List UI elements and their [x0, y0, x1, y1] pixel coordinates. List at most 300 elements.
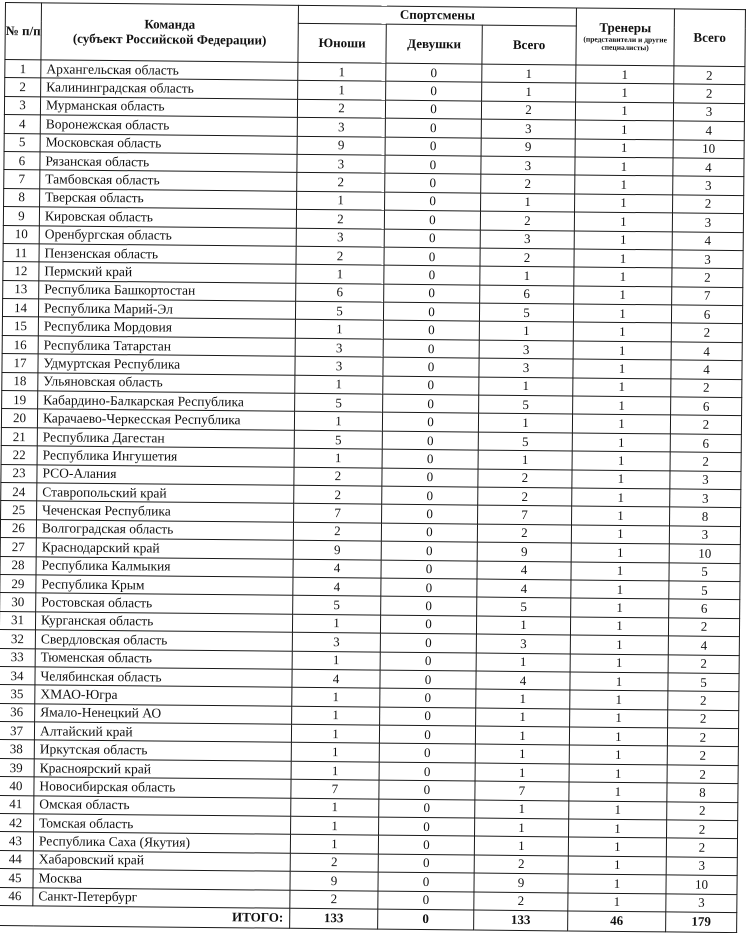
row-boys: 3 [292, 632, 380, 651]
row-num: 46 [0, 887, 33, 906]
row-num: 12 [3, 262, 39, 281]
row-boys: 2 [290, 853, 378, 872]
row-total: 2 [673, 195, 744, 214]
row-girls: 0 [379, 744, 475, 763]
row-total: 3 [670, 470, 741, 489]
row-coaches: 1 [576, 83, 674, 102]
row-athletes-total: 7 [478, 505, 572, 524]
row-total: 2 [672, 268, 743, 287]
row-coaches: 1 [568, 874, 666, 893]
row-athletes-total: 1 [480, 266, 574, 285]
row-girls: 0 [385, 100, 481, 119]
row-num: 45 [0, 869, 33, 888]
row-total: 2 [667, 746, 738, 765]
row-athletes-total: 1 [476, 653, 570, 672]
row-total: 5 [669, 562, 740, 581]
row-athletes-total: 2 [478, 487, 572, 506]
row-girls: 0 [385, 155, 481, 174]
row-total: 6 [670, 434, 741, 453]
row-coaches: 1 [570, 709, 668, 728]
totals-athletes: 133 [474, 910, 568, 931]
row-athletes-total: 1 [476, 708, 570, 727]
row-boys: 1 [291, 761, 379, 780]
row-boys: 1 [296, 265, 384, 284]
row-num: 33 [0, 648, 35, 667]
row-boys: 1 [291, 798, 379, 817]
row-num: 2 [5, 78, 41, 97]
row-boys: 3 [295, 338, 383, 357]
row-boys: 2 [297, 99, 385, 118]
row-total: 2 [671, 323, 742, 342]
row-girls: 0 [383, 357, 479, 376]
row-coaches: 1 [571, 525, 669, 544]
row-athletes-total: 1 [476, 689, 570, 708]
row-athletes-total: 1 [482, 82, 576, 101]
row-total: 2 [670, 452, 741, 471]
row-coaches: 1 [570, 617, 668, 636]
totals-coaches: 46 [568, 911, 666, 932]
row-girls: 0 [380, 670, 476, 689]
row-athletes-total: 1 [479, 377, 573, 396]
row-girls: 0 [386, 82, 482, 101]
row-team: Республика Дагестан [37, 428, 294, 449]
row-num: 31 [0, 611, 36, 630]
row-num: 24 [1, 482, 37, 501]
row-athletes-total: 3 [479, 340, 573, 359]
totals-label: ИТОГО: [0, 905, 290, 928]
row-girls: 0 [382, 413, 478, 432]
row-boys: 3 [297, 117, 385, 136]
row-total: 3 [666, 893, 737, 912]
header-total: Всего [674, 9, 746, 67]
row-total: 10 [673, 139, 744, 158]
row-boys: 1 [290, 835, 378, 854]
row-girls: 0 [381, 560, 477, 579]
row-team: Кабардино-Балкарская Республика [38, 391, 295, 412]
row-team: Удмуртская Республика [38, 354, 295, 375]
row-athletes-total: 3 [481, 156, 575, 175]
row-boys: 2 [296, 246, 384, 265]
row-coaches: 1 [573, 304, 671, 323]
row-coaches: 1 [575, 194, 673, 213]
row-coaches: 1 [574, 249, 672, 268]
row-team: Новосибирская область [34, 777, 291, 798]
row-boys: 4 [293, 577, 381, 596]
row-num: 11 [3, 243, 39, 262]
row-boys: 1 [291, 724, 379, 743]
row-num: 30 [0, 593, 36, 612]
row-num: 8 [4, 188, 40, 207]
row-boys: 1 [295, 375, 383, 394]
row-total: 4 [672, 231, 743, 250]
row-coaches: 1 [574, 212, 672, 231]
row-num: 16 [2, 335, 38, 354]
row-total: 6 [671, 397, 742, 416]
row-num: 26 [0, 519, 36, 538]
row-girls: 0 [381, 541, 477, 560]
row-num: 20 [1, 409, 37, 428]
row-boys: 5 [295, 393, 383, 412]
row-girls: 0 [382, 505, 478, 524]
row-athletes-total: 2 [474, 855, 568, 874]
row-boys: 1 [292, 651, 380, 670]
row-team: Алтайский край [34, 722, 291, 743]
row-total: 3 [672, 213, 743, 232]
row-boys: 1 [291, 743, 379, 762]
row-team: Санкт-Петербург [33, 887, 290, 908]
header-athletes: Спортсмены [298, 5, 576, 26]
row-total: 3 [666, 857, 737, 876]
row-total: 8 [667, 783, 738, 802]
row-team: Краснодарский край [36, 538, 293, 559]
row-team: Республика Калмыкия [36, 556, 293, 577]
row-girls: 0 [379, 762, 475, 781]
row-athletes-total: 5 [479, 395, 573, 414]
row-team: Томская область [34, 814, 291, 835]
row-coaches: 1 [572, 470, 670, 489]
row-coaches: 1 [572, 451, 670, 470]
row-team: РСО-Алания [37, 464, 294, 485]
row-athletes-total: 5 [479, 303, 573, 322]
row-team: Волгоградская область [36, 520, 293, 541]
row-boys: 6 [296, 283, 384, 302]
row-girls: 0 [378, 891, 474, 910]
row-team: Челябинская область [35, 667, 292, 688]
row-total: 4 [671, 360, 742, 379]
row-coaches: 1 [569, 745, 667, 764]
row-team: Красноярский край [34, 759, 291, 780]
header-coaches [576, 8, 675, 66]
row-coaches: 1 [575, 120, 673, 139]
row-girls: 0 [384, 210, 480, 229]
row-athletes-total: 3 [479, 358, 573, 377]
row-team: Чеченская Республика [37, 501, 294, 522]
row-athletes-total: 2 [481, 174, 575, 193]
row-coaches: 1 [569, 819, 667, 838]
row-team: Ульяновская область [38, 372, 295, 393]
row-num: 15 [2, 317, 38, 336]
row-girls: 0 [383, 339, 479, 358]
row-num: 5 [4, 133, 40, 152]
row-team: Воронежская область [40, 115, 297, 136]
row-num: 44 [0, 850, 33, 869]
row-boys: 2 [293, 522, 381, 541]
row-athletes-total: 1 [479, 322, 573, 341]
row-num: 9 [3, 207, 39, 226]
row-athletes-total: 1 [478, 450, 572, 469]
row-num: 7 [4, 170, 40, 189]
row-boys: 1 [292, 706, 380, 725]
row-athletes-total: 4 [476, 671, 570, 690]
row-boys: 1 [298, 62, 386, 81]
row-girls: 0 [379, 799, 475, 818]
row-athletes-total: 3 [481, 119, 575, 138]
row-girls: 0 [382, 449, 478, 468]
row-team: Республика Ингушетия [37, 446, 294, 467]
row-team: Московская область [40, 133, 297, 154]
row-total: 8 [670, 507, 741, 526]
row-athletes-total: 7 [475, 781, 569, 800]
row-girls: 0 [385, 118, 481, 137]
row-team: Хабаровский край [33, 851, 290, 872]
row-team: Калининградская область [41, 78, 298, 99]
row-num: 39 [0, 758, 34, 777]
row-num: 21 [1, 427, 37, 446]
row-num: 22 [1, 446, 37, 465]
row-team: Оренбургская область [39, 225, 296, 246]
row-team: Ямало-Ненецкий АО [35, 703, 292, 724]
row-total: 2 [667, 820, 738, 839]
row-girls: 0 [382, 468, 478, 487]
row-total: 7 [672, 287, 743, 306]
row-total: 5 [668, 673, 739, 692]
row-coaches: 1 [575, 102, 673, 121]
row-girls: 0 [383, 321, 479, 340]
row-athletes-total: 5 [478, 432, 572, 451]
row-num: 34 [0, 666, 35, 685]
row-num: 23 [1, 464, 37, 483]
row-boys: 3 [296, 228, 384, 247]
row-girls: 0 [379, 817, 475, 836]
row-coaches: 1 [573, 322, 671, 341]
row-coaches: 1 [569, 801, 667, 820]
table-header [5, 3, 746, 67]
row-coaches: 1 [572, 414, 670, 433]
row-team: Тверская область [40, 189, 297, 210]
header-coaches-sub: (представители и другие специалисты) [583, 34, 667, 53]
row-coaches: 1 [573, 359, 671, 378]
row-coaches: 1 [568, 893, 666, 912]
row-girls: 0 [381, 596, 477, 615]
row-num: 6 [4, 151, 40, 170]
row-team: Республика Татарстан [38, 336, 295, 357]
row-athletes-total: 9 [477, 542, 571, 561]
row-boys: 5 [294, 430, 382, 449]
row-num: 1 [5, 60, 41, 79]
row-team: Ростовская область [36, 593, 293, 614]
row-girls: 0 [378, 854, 474, 873]
row-athletes-total: 4 [477, 561, 571, 580]
row-athletes-total: 1 [481, 193, 575, 212]
row-coaches: 1 [573, 341, 671, 360]
row-num: 37 [0, 722, 35, 741]
row-coaches: 1 [572, 506, 670, 525]
row-boys: 1 [294, 449, 382, 468]
row-coaches: 1 [568, 856, 666, 875]
row-total: 2 [668, 618, 739, 637]
row-total: 3 [673, 176, 744, 195]
row-girls: 0 [385, 137, 481, 156]
row-team: Ставропольский край [37, 483, 294, 504]
row-coaches: 1 [575, 139, 673, 158]
row-athletes-total: 1 [475, 726, 569, 745]
row-girls: 0 [382, 486, 478, 505]
row-athletes-total: 5 [477, 597, 571, 616]
row-num: 10 [3, 225, 39, 244]
row-team: Республика Саха (Якутия) [33, 832, 290, 853]
row-boys: 1 [295, 320, 383, 339]
row-total: 6 [669, 599, 740, 618]
row-coaches: 1 [575, 157, 673, 176]
row-total: 3 [673, 103, 744, 122]
header-team-label: Команда [144, 16, 196, 32]
row-coaches: 1 [574, 286, 672, 305]
row-team: Рязанская область [40, 152, 297, 173]
row-athletes-total: 2 [477, 524, 571, 543]
totals-all: 179 [666, 912, 737, 933]
row-boys: 4 [293, 559, 381, 578]
row-total: 4 [668, 636, 739, 655]
header-coaches-label: Тренеры [599, 19, 652, 36]
row-total: 2 [667, 728, 738, 747]
row-athletes-total: 3 [476, 634, 570, 653]
row-total: 2 [668, 654, 739, 673]
row-team: Москва [33, 869, 290, 890]
row-coaches: 1 [572, 488, 670, 507]
row-athletes-total: 1 [482, 64, 576, 83]
row-total: 3 [670, 489, 741, 508]
row-num: 35 [0, 685, 35, 704]
row-boys: 9 [297, 136, 385, 155]
row-coaches: 1 [569, 764, 667, 783]
row-athletes-total: 1 [474, 836, 568, 855]
row-athletes-total: 4 [477, 579, 571, 598]
row-total: 2 [670, 415, 741, 434]
row-coaches: 1 [569, 727, 667, 746]
row-num: 14 [2, 299, 38, 318]
document-page [0, 2, 745, 933]
row-total: 2 [674, 66, 745, 85]
row-total: 2 [666, 838, 737, 857]
row-girls: 0 [383, 376, 479, 395]
row-coaches: 1 [570, 690, 668, 709]
header-athletes-total: Всего [482, 25, 576, 65]
row-boys: 3 [295, 357, 383, 376]
row-num: 19 [2, 391, 38, 410]
row-coaches: 1 [569, 782, 667, 801]
row-team: Курганская область [35, 612, 292, 633]
row-boys: 9 [290, 871, 378, 890]
header-team-sub: (субъект Российской Федерации) [72, 30, 267, 48]
row-num: 13 [3, 280, 39, 299]
row-athletes-total: 6 [480, 285, 574, 304]
row-coaches: 1 [573, 378, 671, 397]
row-num: 3 [4, 96, 40, 115]
row-coaches: 1 [572, 433, 670, 452]
row-boys: 1 [298, 81, 386, 100]
row-boys: 3 [297, 154, 385, 173]
row-coaches: 1 [571, 562, 669, 581]
row-boys: 5 [293, 596, 381, 615]
row-total: 2 [667, 802, 738, 821]
row-boys: 1 [297, 191, 385, 210]
row-team: Свердловская область [35, 630, 292, 651]
row-girls: 0 [380, 615, 476, 634]
row-coaches: 1 [573, 396, 671, 415]
row-girls: 0 [380, 652, 476, 671]
row-girls: 0 [382, 431, 478, 450]
row-girls: 0 [380, 633, 476, 652]
row-total: 4 [673, 121, 744, 140]
row-athletes-total: 2 [474, 892, 568, 911]
row-team: Мурманская область [40, 97, 297, 118]
header-num: № п/п [5, 3, 42, 60]
row-girls: 0 [384, 247, 480, 266]
row-coaches: 1 [574, 230, 672, 249]
row-boys: 5 [295, 301, 383, 320]
row-team: Тамбовская область [40, 170, 297, 191]
row-total: 3 [669, 526, 740, 545]
row-coaches: 1 [570, 635, 668, 654]
row-num: 17 [2, 354, 38, 373]
row-athletes-total: 2 [481, 101, 575, 120]
row-team: Республика Башкортостан [39, 281, 296, 302]
totals-boys: 133 [290, 908, 378, 929]
row-num: 18 [2, 372, 38, 391]
row-coaches: 1 [570, 653, 668, 672]
row-total: 4 [673, 158, 744, 177]
row-boys: 1 [291, 816, 379, 835]
row-boys: 1 [292, 614, 380, 633]
participants-table [0, 2, 746, 933]
row-total: 2 [668, 691, 739, 710]
totals-girls: 0 [378, 909, 474, 930]
row-athletes-total: 1 [475, 800, 569, 819]
row-girls: 0 [384, 229, 480, 248]
row-total: 3 [672, 250, 743, 269]
header-boys: Юноши [298, 23, 386, 63]
row-girls: 0 [381, 578, 477, 597]
row-boys: 9 [293, 540, 381, 559]
row-total: 10 [669, 544, 740, 563]
row-girls: 0 [385, 192, 481, 211]
row-coaches: 1 [568, 837, 666, 856]
row-athletes-total: 2 [480, 248, 574, 267]
row-num: 4 [4, 115, 40, 134]
row-boys: 1 [294, 412, 382, 431]
row-team: ХМАО-Югра [35, 685, 292, 706]
row-total: 6 [671, 305, 742, 324]
row-num: 28 [0, 556, 36, 575]
row-team: Тюменская область [35, 648, 292, 669]
row-num: 29 [0, 574, 36, 593]
row-total: 2 [667, 765, 738, 784]
row-boys: 7 [294, 504, 382, 523]
row-num: 36 [0, 703, 35, 722]
row-num: 38 [0, 740, 34, 759]
row-athletes-total: 2 [480, 211, 574, 230]
row-num: 27 [0, 538, 36, 557]
row-team: Пензенская область [39, 244, 296, 265]
row-girls: 0 [384, 284, 480, 303]
row-num: 42 [0, 813, 34, 832]
row-num: 25 [1, 501, 37, 520]
row-coaches: 1 [575, 175, 673, 194]
row-num: 32 [0, 630, 35, 649]
table-body [0, 60, 745, 913]
row-team: Пермский край [39, 262, 296, 283]
row-team: Омская область [34, 795, 291, 816]
row-coaches: 1 [576, 65, 674, 84]
row-girls: 0 [379, 725, 475, 744]
row-total: 10 [666, 875, 737, 894]
row-girls: 0 [378, 872, 474, 891]
row-total: 2 [668, 710, 739, 729]
header-girls: Девушки [386, 24, 482, 64]
row-boys: 2 [290, 890, 378, 909]
row-team: Кировская область [39, 207, 296, 228]
row-num: 40 [0, 777, 34, 796]
